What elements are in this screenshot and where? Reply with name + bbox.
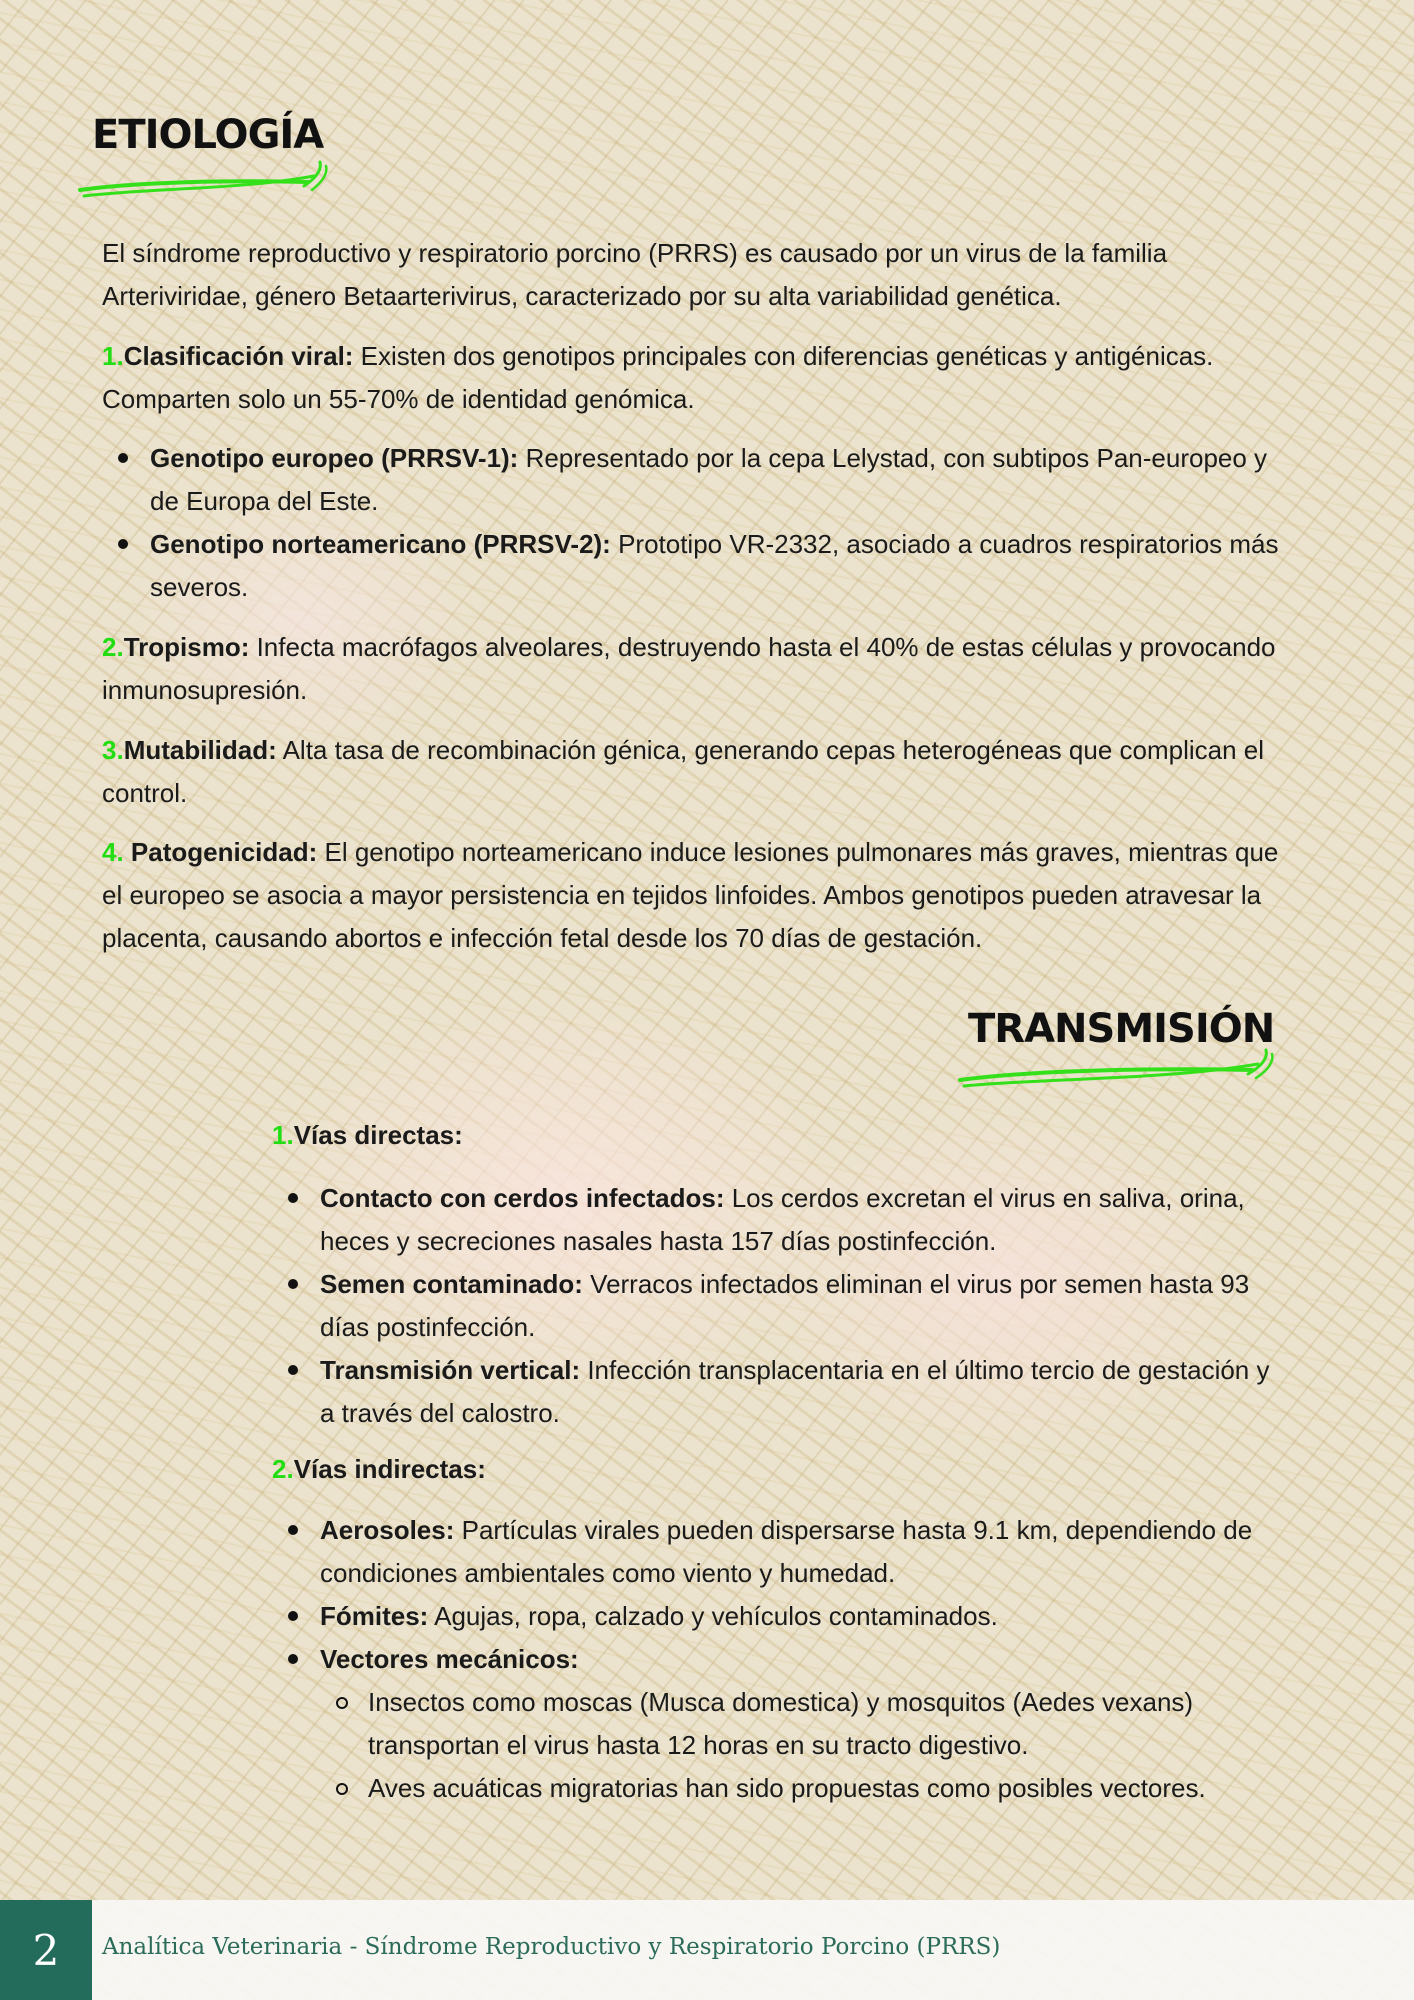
footer-title: Analítica Veterinaria - Síndrome Reproductivo y Respiratorio Porcino (PRRS) (102, 1934, 1001, 1960)
item-label: Clasificación viral: (123, 341, 354, 371)
list-item: Insectos como moscas (Musca domestica) y mosquitos (Aedes vexans) transportan el virus hasta 12 horas en su tracto digestivo. (368, 1681, 1268, 1767)
bullet-label: Transmisión vertical: (320, 1355, 581, 1385)
item-text: Existen dos genotipos principales con diferencias genéticas y antigénicas. Comparten solo un 55-70% de identidad genómica. (102, 341, 1214, 414)
group-number: 1. (272, 1120, 294, 1150)
transmision-group-1-heading (272, 1114, 1272, 1157)
etiologia-title: ETIOLOGÍA (92, 112, 324, 158)
etiologia-intro: El síndrome reproductivo y respiratorio porcino (PRRS) es causado por un virus de la familia Arteriviridae, género Betaarterivirus, caracterizado por su alta variabilidad genética. (102, 238, 1168, 311)
bullet-text: Partículas virales pueden dispersarse hasta 9.1 km, dependiendo de condiciones ambientales como viento y humedad. (320, 1515, 1253, 1588)
list-item (320, 1595, 1280, 1638)
bullet-label: Fómites: (320, 1601, 429, 1631)
bullet-label: Semen contaminado: (320, 1269, 583, 1299)
item-text: Alta tasa de recombinación génica, generando cepas heterogéneas que complican el control. (102, 735, 1265, 808)
list-item (320, 1177, 1280, 1263)
etiologia-item-1 (102, 335, 1282, 421)
title-underline-swoosh (956, 1046, 1276, 1090)
bullet-text: Agujas, ropa, calzado y vehículos contaminados. (428, 1601, 998, 1631)
list-item (320, 1263, 1280, 1349)
item-number: 4. (102, 837, 131, 867)
group-label: Vías indirectas: (293, 1454, 486, 1484)
list-item (320, 1349, 1280, 1435)
bullet-label: Vectores mecánicos: (320, 1644, 579, 1674)
bullet-label: Genotipo norteamericano (PRRSV-2): (150, 529, 611, 559)
bullet-text: Prototipo VR-2332, asociado a cuadros respiratorios más severos. (150, 529, 1279, 602)
item-number: 2. (102, 632, 124, 662)
page-footer (0, 1900, 1414, 2000)
item-text: Infecta macrófagos alveolares, destruyendo hasta el 40% de estas células y provocando inmunosupresión. (102, 632, 1276, 705)
title-underline-swoosh (78, 160, 328, 200)
page-number: 2 (0, 1900, 92, 2000)
item-label: Patogenicidad: (130, 837, 318, 867)
item-text: El genotipo norteamericano induce lesiones pulmonares más graves, mientras que el europeo se asocia a mayor persistencia en tejidos linfoides. Ambos genotipos pueden atravesar la placenta, causando abortos e infección fetal desde los 70 días de gestación. (102, 837, 1279, 953)
group-label: Vías directas: (293, 1120, 463, 1150)
bullet-text: Representado por la cepa Lelystad, con subtipos Pan-europeo y de Europa del Este. (150, 443, 1268, 516)
bullet-text: Verracos infectados eliminan el virus por semen hasta 93 días postinfección. (320, 1269, 1250, 1342)
group-number: 2. (272, 1454, 294, 1484)
bullet-label: Genotipo europeo (PRRSV-1): (150, 443, 519, 473)
direct-routes-list (320, 1177, 1280, 1435)
item-label: Mutabilidad: (123, 735, 277, 765)
indirect-routes-list (320, 1509, 1280, 1681)
bullet-text: Infección transplacentaria en el último tercio de gestación y a través del calostro. (320, 1355, 1270, 1428)
bullet-label: Aerosoles: (320, 1515, 455, 1545)
genotype-list (150, 437, 1290, 609)
list-item (150, 523, 1290, 609)
list-item (150, 437, 1290, 523)
etiologia-item-3 (102, 729, 1282, 815)
transmision-group-2-heading (272, 1448, 1272, 1491)
list-item (320, 1509, 1280, 1595)
vectors-sub-list (368, 1681, 1268, 1810)
list-item: Aves acuáticas migratorias han sido propuestas como posibles vectores. (368, 1767, 1268, 1810)
item-number: 1. (102, 341, 124, 371)
list-item (320, 1638, 1280, 1681)
item-number: 3. (102, 735, 124, 765)
bullet-label: Contacto con cerdos infectados: (320, 1183, 725, 1213)
bullet-text: Los cerdos excretan el virus en saliva, orina, heces y secreciones nasales hasta 157 días postinfección. (320, 1183, 1245, 1256)
item-label: Tropismo: (123, 632, 250, 662)
etiologia-item-4 (102, 831, 1282, 960)
etiologia-item-2 (102, 626, 1282, 712)
transmision-title: TRANSMISIÓN (968, 1006, 1275, 1052)
